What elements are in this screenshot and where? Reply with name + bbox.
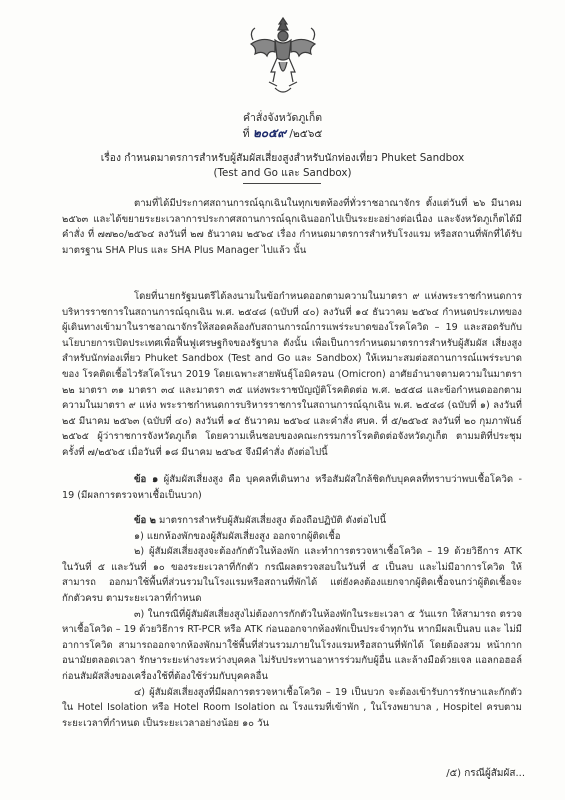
clause-1	[62, 472, 522, 502]
list-item	[62, 685, 522, 732]
paragraph-authority	[62, 289, 522, 459]
order-number-suffix: /๒๕๖๕	[289, 128, 323, 140]
order-number-handwritten: ๒๐๕๙	[252, 126, 286, 140]
list-item	[62, 544, 522, 606]
list-item	[62, 607, 522, 685]
paragraph-1-text: ตามที่ได้มีประกาศสถานการณ์ฉุกเฉินในทุกเขตท้องที่ทั่วราชอาณาจักร ตั้งแต่วันที่ ๒๖ มีนาคม ๒๕๖๓ และได้ขยายระยะเวลาการประกาศสถานการณ์ฉุกเฉินออกไปเป็นระยะอย่างต่อเนื่อง และจังหวัดภูเก็ตได้มีคำสั่ง ที่ ๗๗๒๐/๒๕๖๔ ลงวันที่ ๒๗ ธันวาคม ๒๕๖๔ เรื่อง กำหนดมาตรการสำหรับโรงแรม หรือสถานที่พักที่ได้รับ มาตรฐาน SHA Plus และ SHA Plus Manager ไปแล้ว นั้น	[62, 198, 522, 256]
clause-2-item-2: ๒) ผู้สัมผัสเสี่ยงสูงจะต้องกักตัวในห้องพัก และทำการตรวจหาเชื้อโควิด – 19 ด้วยวิธีการ ATK ในวันที่ ๕ และวันที่ ๑๐ ของระยะเวลาที่กักตัว กรณีผลตรวจสอบในวันที่ ๕ เป็นลบ และไม่มีอาการโควิด ให้สามารถ ออกมาใช้พื้นที่ส่วนรวมในโรงแรมหรือสถานที่พักได้ แต่ยังคงต้องแยกจากผู้ติดเชื้อจนกว่าผู้ติดเชื้อจะกักตัวครบ ตามระยะเวลาที่กำหนด	[62, 546, 522, 604]
clause-2-text: มาตรการสำหรับผู้สัมผัสเสี่ยงสูง ต้องถือปฏิบัติ ดังต่อไปนี้	[159, 515, 387, 526]
garuda-emblem-icon	[245, 10, 321, 98]
subject-line: เรื่อง กำหนดมาตรการสำหรับผู้สัมผัสเสี่ยงสูงสำหรับนักท่องเที่ยว Phuket Sandbox	[100, 152, 465, 164]
order-number	[0, 124, 565, 143]
paragraph-background	[62, 196, 522, 258]
paragraph-2-text: โดยที่นายกรัฐมนตรีได้ลงนามในข้อกำหนดออกตามความในมาตรา ๙ แห่งพระราชกำหนดการ บริหารราชการในสถานการณ์ฉุกเฉิน พ.ศ. ๒๕๔๘ (ฉบับที่ ๔๐) ลงวันที่ ๑๔ ธันวาคม ๒๕๖๔ กำหนดประเภทของ ผู้เดินทางเข้ามาในราชอาณาจักรให้สอดคล้องกับสถานการณ์การแพร่ระบาดของโรคโควิด – 19 และสอดรับกับ นโยบายการเปิดประเทศเพื่อฟื้นฟูเศรษฐกิจของรัฐบาล ดังนั้น เพื่อเป็นการกำหนดมาตรการสำหรับผู้สัมผัส เสี่ยงสูงสำหรับนักท่องเที่ยว Phuket Sandbox (Test and Go และ Sandbox) ให้เหมาะสมต่อสถานการณ์แพร่ระบาดของ โรคติดเชื้อไวรัสโคโรนา 2019 โดยเฉพาะสายพันธุ์โอมิครอน (Omicron) อาศัยอำนาจตามความในมาตรา ๒๒ มาตรา ๓๑ มาตรา ๓๔ และมาตรา ๓๕ แห่งพระราชบัญญัติโรคติดต่อ พ.ศ. ๒๕๕๘ และข้อกำหนดออกตามความในมาตรา ๙ แห่ง พระราชกำหนดการบริหารราชการในสถานการณ์ฉุกเฉิน พ.ศ. ๒๕๔๘ (ฉบับที่ ๑) ลงวันที่ ๒๕ มีนาคม ๒๕๖๓ (ฉบับที่ ๔๐) ลงวันที่ ๑๔ ธันวาคม ๒๕๖๔ และคำสั่ง ศบค. ที่ ๕/๒๕๖๕ ลงวันที่ ๒๐ กุมภาพันธ์ ๒๕๖๕ ผู้ว่าราชการจังหวัดภูเก็ต โดยความเห็นชอบของคณะกรรมการโรคติดต่อจังหวัดภูเก็ต ตามมติที่ประชุมครั้งที่ ๗/๒๕๖๕ เมื่อวันที่ ๑๘ มีนาคม ๒๕๖๕ จึงมีคำสั่ง ดังต่อไปนี้	[62, 291, 522, 458]
clause-2-item-1: ๑) แยกห้องพักของผู้สัมผัสเสี่ยงสูง ออกจากผู้ติดเชื้อ	[134, 530, 341, 542]
clause-2-item-3: ๓) ในกรณีที่ผู้สัมผัสเสี่ยงสูงไม่ต้องการกักตัวในห้องพักในระยะเวลา ๕ วันแรก ให้สามารถ ตรวจหาเชื้อโควิด – 19 ด้วยวิธีการ RT-PCR หรือ ATK ก่อนออกจากห้องพักเป็นประจำทุกวัน หากมีผลเป็นลบ และ ไม่มีอาการโควิด สามารถออกจากห้องพักมาใช้พื้นที่ส่วนรวมภายในโรงแรมหรือสถานที่พักได้ โดยต้องสวม หน้ากากอนามัยตลอดเวลา รักษาระยะห่างระหว่างบุคคล ไม่รับประทานอาหารร่วมกับผู้อื่น และล้างมือด้วยเจล แอลกอฮอล์ก่อนสัมผัสสิ่งของเครื่องใช้ที่ต้องใช้ร่วมกับบุคคลอื่น	[62, 608, 522, 682]
order-title: คำสั่งจังหวัดภูเก็ต	[242, 112, 323, 124]
clause-2	[62, 513, 522, 773]
clause-2-number: ข้อ ๒	[134, 515, 156, 526]
page-continuation: /๕) กรณีผู้สัมผัส...	[446, 768, 525, 779]
clause-2-item-4: ๔) ผู้สัมผัสเสี่ยงสูงที่มีผลการตรวจหาเชื้อโควิด – 19 เป็นบวก จะต้องเข้ารับการรักษาและกักตัว ใน Hotel Isolation หรือ Hotel Room Isolation ณ โรงแรมที่เข้าพัก , ในโรงพยาบาล , Hospitel ครบตาม ระยะเวลาที่กำหนด เป็นระยะเวลาอย่างน้อย ๑๐ วัน	[62, 686, 522, 729]
clause-1-number: ข้อ ๑	[134, 474, 159, 485]
clause-1-text: ผู้สัมผัสเสี่ยงสูง คือ บุคคลที่เดินทาง หรือสัมผัสใกล้ชิดกับบุคคลที่ทราบว่าพบเชื้อโควิด - 19 (มีผลการตรวจหาเชื้อเป็นบวก)	[62, 474, 522, 501]
divider	[243, 183, 321, 184]
subject-line-2: (Test and Go และ Sandbox)	[213, 167, 352, 179]
list-item	[62, 529, 522, 545]
order-number-prefix: ที่	[242, 128, 250, 140]
